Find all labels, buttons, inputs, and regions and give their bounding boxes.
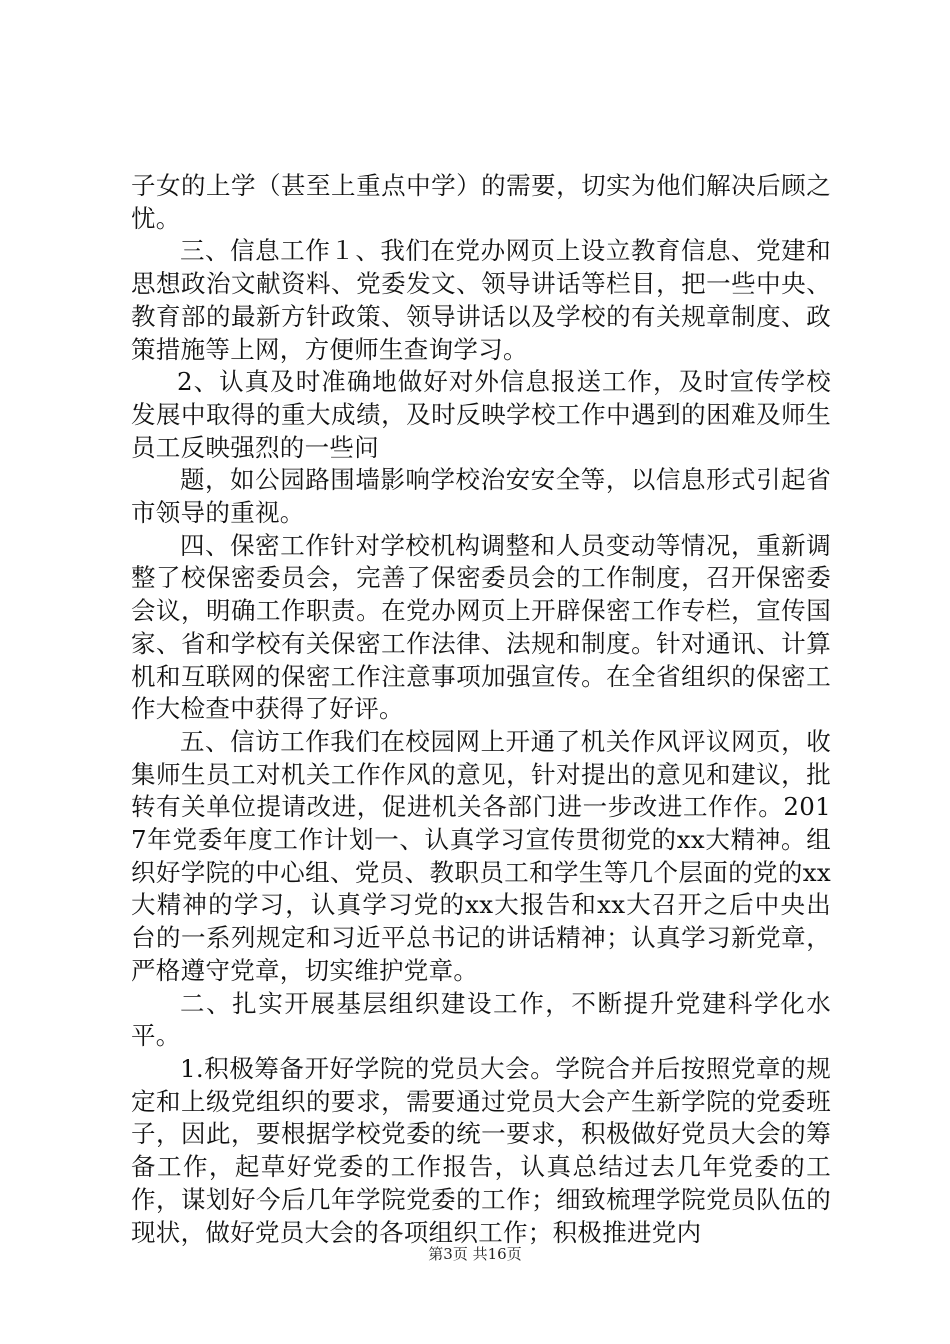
paragraph-3: 2、认真及时准确地做好对外信息报送工作，及时宣传学校发展中取得的重大成绩，及时反映学校工作中遇到的困难及师生员工反映强烈的一些问 — [131, 367, 831, 462]
paragraph-7: 二、扎实开展基层组织建设工作，不断提升党建科学化水平。 — [131, 988, 831, 1051]
paragraph-8: 1.积极筹备开好学院的党员大会。学院合并后按照党章的规定和上级党组织的要求，需要通过党员大会产生新学院的党委班子，因此，要根据学校党委的统一要求，积极做好党员大会的筹备工作，起草好党委的工作报告，认真总结过去几年党委的工作，谋划好今后几年学院党委的工作；细致梳理学院党员队伍的现状，做好党员大会的各项组织工作；积极推进党内 — [131, 1053, 831, 1247]
page-footer: 第3页 共16页 — [428, 1245, 522, 1263]
paragraph-1: 子女的上学（甚至上重点中学）的需要，切实为他们解决后顾之忧。 — [131, 171, 831, 233]
document-body — [131, 170, 831, 1249]
paragraph-6: 五、信访工作我们在校园网上开通了机关作风评议网页，收集师生员工对机关工作作风的意见，针对提出的意见和建议，批转有关单位提请改进，促进机关各部门进一步改进工作作。2017年党委年度工作计划一、认真学习宣传贯彻党的xx大精神。组织好学院的中心组、党员、教职员工和学生等几个层面的党的xx大精神的学习，认真学习党的xx大报告和xx大召开之后中央出台的一系列规定和习近平总书记的讲话精神；认真学习新党章，严格遵守党章，切实维护党章。 — [131, 726, 831, 985]
paragraph-4: 题，如公园路围墙影响学校治安安全等，以信息形式引起省市领导的重视。 — [131, 465, 831, 528]
paragraph-2: 三、信息工作１、我们在党办网页上设立教育信息、党建和思想政治文献资料、党委发文、领导讲话等栏目，把一些中央、教育部的最新方针政策、领导讲话以及学校的有关规章制度、政策措施等上网，方便师生查询学习。 — [131, 236, 831, 364]
paragraph-5: 四、保密工作针对学校机构调整和人员变动等情况，重新调整了校保密委员会，完善了保密委员会的工作制度，召开保密委会议，明确工作职责。在党办网页上开辟保密工作专栏，宣传国家、省和学校有关保密工作法律、法规和制度。针对通讯、计算机和互联网的保密工作注意事项加强宣传。在全省组织的保密工作大检查中获得了好评。 — [131, 530, 831, 724]
